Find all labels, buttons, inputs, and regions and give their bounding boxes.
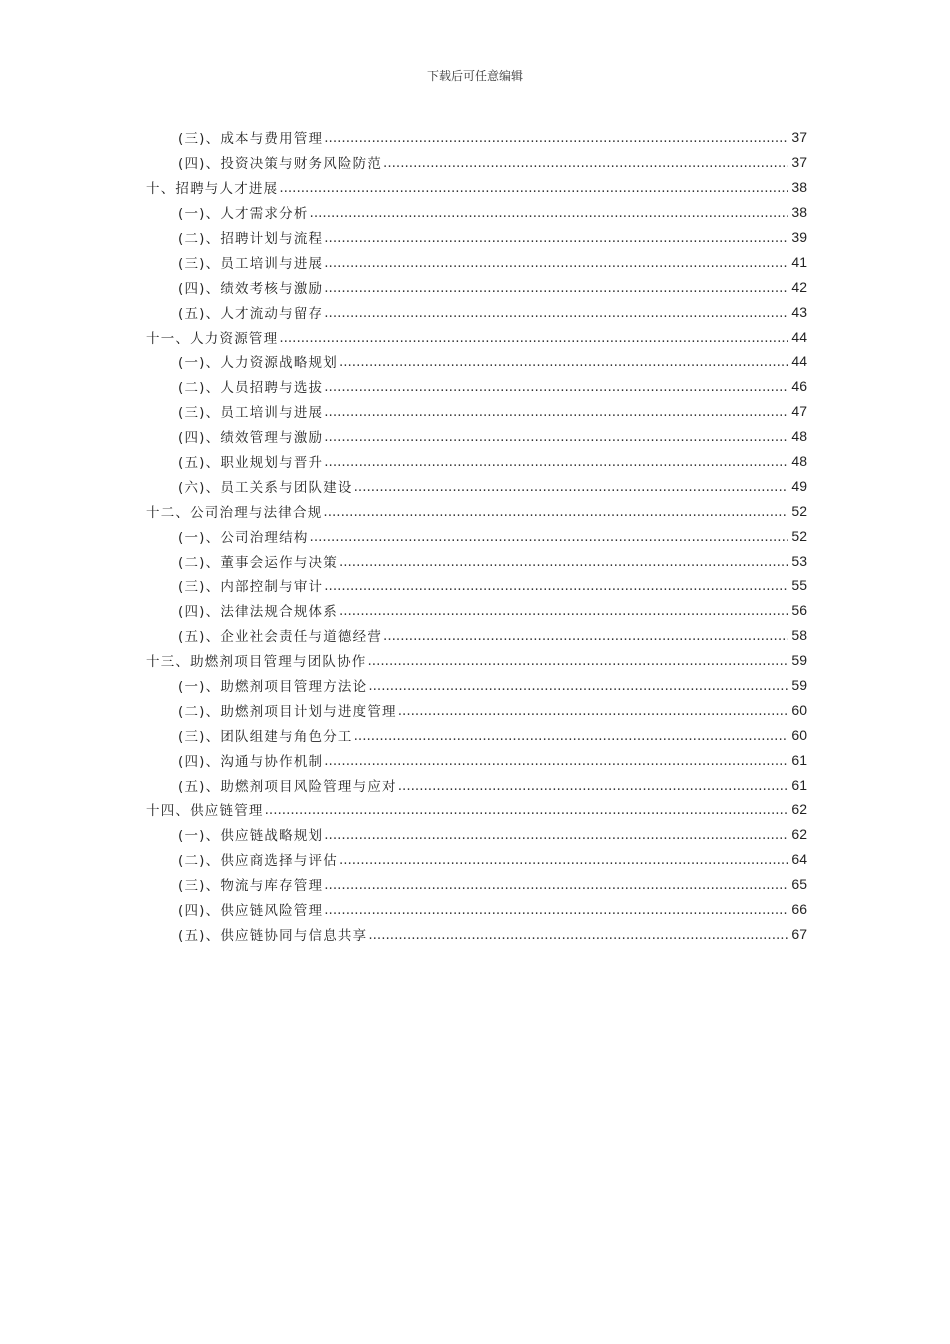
toc-dot-leader <box>383 155 788 171</box>
toc-section-entry[interactable] <box>146 573 807 598</box>
toc-section-entry[interactable] <box>146 424 807 449</box>
toc-page-number: 49 <box>791 477 807 494</box>
toc-entry-title: (四)、沟通与协作机制 <box>178 753 324 770</box>
toc-page-number: 59 <box>791 677 807 694</box>
table-of-contents <box>146 125 807 946</box>
toc-entry-title: 十四、供应链管理 <box>146 803 264 820</box>
toc-dot-leader <box>324 130 788 146</box>
toc-page-number: 58 <box>791 627 807 644</box>
toc-dot-leader <box>339 603 788 619</box>
toc-page-number: 61 <box>791 751 807 768</box>
toc-entry-title: (二)、人员招聘与选拔 <box>178 380 324 397</box>
toc-entry-title: 十一、人力资源管理 <box>146 330 279 347</box>
toc-dot-leader <box>354 479 788 495</box>
toc-entry-title: (五)、企业社会责任与道德经营 <box>178 629 383 646</box>
toc-page-number: 44 <box>791 328 807 345</box>
toc-dot-leader <box>368 653 789 669</box>
toc-chapter-entry[interactable] <box>146 498 807 523</box>
toc-page-number: 48 <box>791 453 807 470</box>
toc-entry-title: (一)、人力资源战略规划 <box>178 355 338 372</box>
toc-dot-leader <box>265 802 788 818</box>
toc-dot-leader <box>339 852 788 868</box>
toc-page-number: 64 <box>791 851 807 868</box>
toc-section-entry[interactable] <box>146 449 807 474</box>
toc-entry-title: (六)、员工关系与团队建设 <box>178 479 353 496</box>
toc-section-entry[interactable] <box>146 225 807 250</box>
toc-section-entry[interactable] <box>146 523 807 548</box>
toc-page-number: 56 <box>791 602 807 619</box>
toc-section-entry[interactable] <box>146 722 807 747</box>
toc-dot-leader <box>310 529 788 545</box>
toc-entry-title: (五)、助燃剂项目风险管理与应对 <box>178 778 397 795</box>
toc-entry-title: (一)、供应链战略规划 <box>178 828 324 845</box>
toc-section-entry[interactable] <box>146 548 807 573</box>
toc-section-entry[interactable] <box>146 150 807 175</box>
toc-page-number: 46 <box>791 378 807 395</box>
toc-section-entry[interactable] <box>146 847 807 872</box>
toc-entry-title: (二)、招聘计划与流程 <box>178 231 324 247</box>
toc-entry-title: (二)、助燃剂项目计划与进度管理 <box>178 703 397 720</box>
toc-page-number: 60 <box>791 726 807 743</box>
toc-dot-leader <box>324 280 788 296</box>
toc-section-entry[interactable] <box>146 598 807 623</box>
toc-page-number: 65 <box>791 876 807 893</box>
toc-section-entry[interactable] <box>146 623 807 648</box>
toc-entry-title: (五)、人才流动与留存 <box>178 305 324 322</box>
toc-page-number: 62 <box>791 826 807 843</box>
toc-page-number: 53 <box>791 552 807 569</box>
toc-section-entry[interactable] <box>146 747 807 772</box>
toc-section-entry[interactable] <box>146 897 807 922</box>
toc-dot-leader <box>324 578 788 594</box>
toc-section-entry[interactable] <box>146 125 807 150</box>
toc-entry-title: 十二、公司治理与法律合规 <box>146 504 323 521</box>
toc-page-number: 38 <box>791 204 807 221</box>
toc-dot-leader <box>324 230 788 246</box>
toc-section-entry[interactable] <box>146 249 807 274</box>
toc-section-entry[interactable] <box>146 772 807 797</box>
toc-dot-leader <box>354 728 788 744</box>
toc-chapter-entry[interactable] <box>146 175 807 200</box>
toc-entry-title: (一)、助燃剂项目管理方法论 <box>178 679 368 696</box>
toc-dot-leader <box>324 902 788 918</box>
toc-entry-title: (五)、职业规划与晋升 <box>178 455 324 472</box>
toc-dot-leader <box>279 180 788 196</box>
toc-page-number: 47 <box>791 403 807 420</box>
toc-page-number: 61 <box>791 776 807 793</box>
toc-page-number: 55 <box>791 577 807 594</box>
toc-dot-leader <box>310 205 788 221</box>
toc-page-number: 60 <box>791 701 807 718</box>
toc-dot-leader <box>324 877 788 893</box>
toc-dot-leader <box>324 454 788 470</box>
toc-section-entry[interactable] <box>146 697 807 722</box>
toc-section-entry[interactable] <box>146 872 807 897</box>
toc-dot-leader <box>398 778 788 794</box>
toc-dot-leader <box>324 379 788 395</box>
toc-page-number: 37 <box>791 129 807 146</box>
toc-dot-leader <box>324 753 788 769</box>
toc-dot-leader <box>279 330 788 346</box>
toc-section-entry[interactable] <box>146 349 807 374</box>
toc-section-entry[interactable] <box>146 473 807 498</box>
toc-entry-title: (四)、投资决策与财务风险防范 <box>178 156 383 173</box>
toc-section-entry[interactable] <box>146 922 807 947</box>
toc-entry-title: 十三、助燃剂项目管理与团队协作 <box>146 654 367 671</box>
toc-section-entry[interactable] <box>146 822 807 847</box>
toc-chapter-entry[interactable] <box>146 797 807 822</box>
toc-entry-title: (二)、董事会运作与决策 <box>178 554 338 571</box>
toc-section-entry[interactable] <box>146 399 807 424</box>
toc-dot-leader <box>383 628 788 644</box>
toc-dot-leader <box>324 404 788 420</box>
toc-page-number: 52 <box>791 502 807 519</box>
toc-entry-title: (三)、物流与库存管理 <box>178 878 324 895</box>
toc-page-number: 42 <box>791 278 807 295</box>
toc-dot-leader <box>339 554 788 570</box>
toc-dot-leader <box>323 504 788 520</box>
toc-entry-title: (三)、员工培训与进展 <box>178 405 324 422</box>
toc-page-number: 41 <box>791 253 807 270</box>
toc-entry-title: (四)、绩效管理与激励 <box>178 430 324 447</box>
toc-dot-leader <box>368 927 788 943</box>
toc-page-number: 67 <box>791 925 807 942</box>
toc-page-number: 37 <box>791 154 807 171</box>
toc-dot-leader <box>324 255 788 271</box>
toc-section-entry[interactable] <box>146 274 807 299</box>
toc-dot-leader <box>324 827 788 843</box>
toc-dot-leader <box>324 429 788 445</box>
toc-page-number: 39 <box>791 229 807 245</box>
toc-entry-title: (三)、成本与费用管理 <box>178 131 324 148</box>
toc-entry-title: (三)、员工培训与进展 <box>178 255 324 272</box>
toc-page-number: 52 <box>791 527 807 544</box>
toc-page-number: 62 <box>791 801 807 818</box>
toc-entry-title: 十、招聘与人才进展 <box>146 181 279 198</box>
toc-entry-title: (三)、团队组建与角色分工 <box>178 728 353 745</box>
toc-section-entry[interactable] <box>146 200 807 225</box>
toc-chapter-entry[interactable] <box>146 324 807 349</box>
toc-page-number: 44 <box>791 353 807 370</box>
toc-page-number: 66 <box>791 901 807 918</box>
toc-dot-leader <box>398 703 788 719</box>
toc-page-number: 48 <box>791 428 807 445</box>
toc-section-entry[interactable] <box>146 299 807 324</box>
toc-page-number: 59 <box>791 652 807 669</box>
toc-page-number: 43 <box>791 303 807 320</box>
toc-chapter-entry[interactable] <box>146 648 807 673</box>
toc-dot-leader <box>368 678 788 694</box>
toc-entry-title: (四)、绩效考核与激励 <box>178 280 324 297</box>
toc-dot-leader <box>324 305 788 321</box>
page-header: 下载后可任意编辑 <box>426 69 523 83</box>
toc-entry-title: (四)、供应链风险管理 <box>178 903 324 920</box>
toc-entry-title: (一)、公司治理结构 <box>178 529 309 546</box>
toc-section-entry[interactable] <box>146 374 807 399</box>
toc-entry-title: (二)、供应商选择与评估 <box>178 853 338 870</box>
toc-entry-title: (一)、人才需求分析 <box>178 206 309 223</box>
toc-entry-title: (五)、供应链协同与信息共享 <box>178 927 368 944</box>
toc-entry-title: (三)、内部控制与审计 <box>178 579 324 596</box>
toc-dot-leader <box>339 354 788 370</box>
toc-page-number: 38 <box>791 179 807 196</box>
toc-section-entry[interactable] <box>146 673 807 698</box>
toc-entry-title: (四)、法律法规合规体系 <box>178 604 338 621</box>
